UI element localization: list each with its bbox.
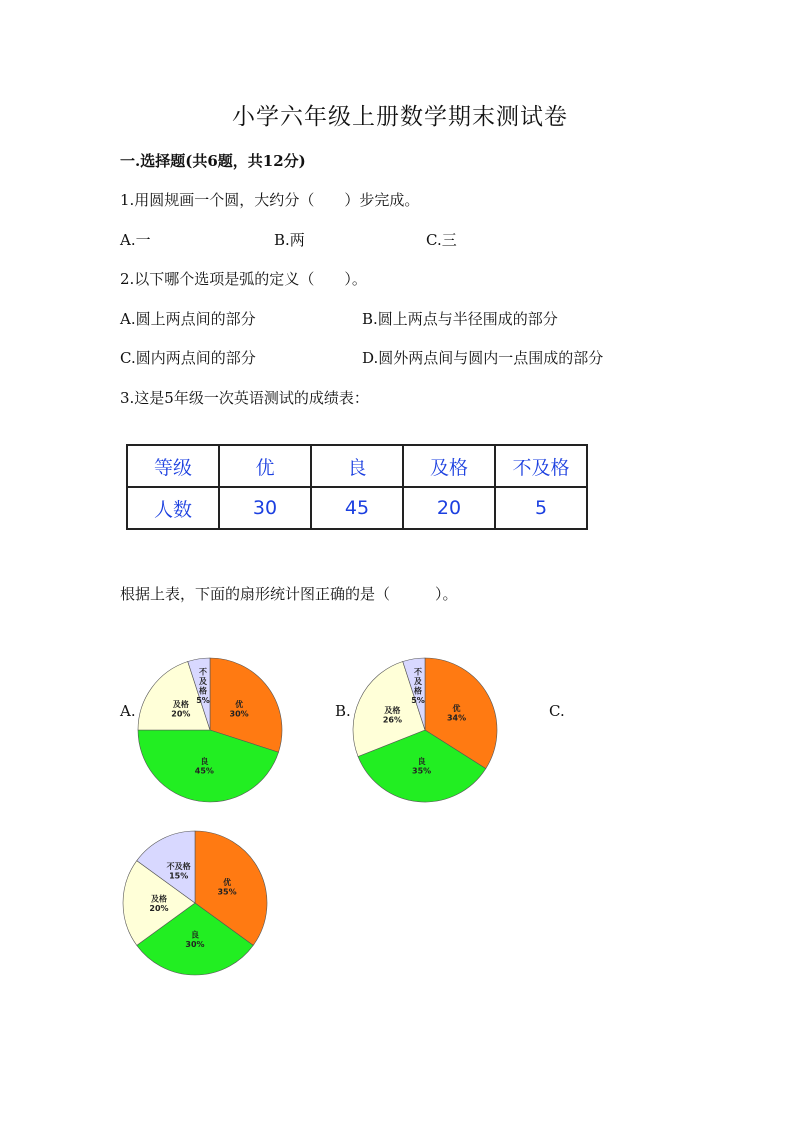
- table-cell: 人数: [127, 487, 219, 529]
- pie-label-good: 30%: [185, 939, 205, 949]
- table-cell: 30: [219, 487, 311, 529]
- table-cell: 等级: [127, 445, 219, 487]
- question-1-option-c: C.三: [426, 231, 457, 249]
- pie-label-fail: 15%: [169, 871, 189, 881]
- pie-label-fail: 格: [199, 686, 208, 696]
- table-cell: 20: [403, 487, 495, 529]
- pie-label-fail: 格: [414, 686, 423, 696]
- section-heading: 一.选择题(共6题，共12分): [120, 152, 306, 170]
- table-cell: 及格: [403, 445, 495, 487]
- pie-label-pass: 20%: [171, 709, 191, 719]
- question-2-option-d: D.圆外两点间与圆内一点围成的部分: [362, 349, 604, 367]
- option-c-label: C.: [549, 702, 565, 720]
- table-row: [127, 487, 587, 529]
- pie-label-fail: 5%: [196, 696, 210, 706]
- table-cell: 优: [219, 445, 311, 487]
- question-1-stem: 1.用圆规画一个圆，大约分（ ）步完成。: [120, 191, 420, 209]
- question-3-stem: 3.这是5年级一次英语测试的成绩表：: [120, 389, 369, 407]
- table-cell: 45: [311, 487, 403, 529]
- pie-chart-a: [135, 655, 285, 805]
- pie-label-pass: 及格: [172, 700, 189, 710]
- pie-label-pass: 及格: [384, 705, 401, 715]
- pie-label-fail: 及: [199, 677, 208, 687]
- pie-chart-b: [350, 655, 500, 805]
- pie-label-excellent: 优: [223, 877, 232, 887]
- question-1-option-a: A.一: [120, 231, 151, 249]
- pie-label-excellent: 34%: [446, 713, 467, 723]
- grades-table: [126, 444, 588, 530]
- pie-label-pass: 26%: [382, 715, 403, 725]
- pie-label-good: 良: [191, 930, 199, 940]
- pie-label-good: 35%: [412, 766, 432, 776]
- pie-label-excellent: 优: [235, 700, 244, 710]
- pie-label-excellent: 30%: [229, 709, 249, 719]
- pie-label-fail: 5%: [411, 696, 425, 706]
- pie-label-fail: 不及格: [166, 862, 191, 872]
- pie-label-fail: 不: [414, 667, 423, 677]
- pie-chart-c: [120, 828, 270, 978]
- pie-label-good: 良: [417, 757, 426, 767]
- question-3-prompt: 根据上表，下面的扇形统计图正确的是（ ）。: [120, 585, 458, 603]
- table-cell: 不及格: [495, 445, 587, 487]
- pie-label-excellent: 35%: [217, 887, 237, 897]
- pie-label-pass: 及格: [151, 894, 167, 904]
- question-2-option-c: C.圆内两点间的部分: [120, 349, 256, 367]
- pie-label-good: 良: [200, 756, 209, 766]
- question-2-stem: 2.以下哪个选项是弧的定义（ ）。: [120, 270, 367, 288]
- table-row: [127, 445, 587, 487]
- table-cell: 5: [495, 487, 587, 529]
- option-b-label: B.: [335, 702, 351, 720]
- pie-label-fail: 不: [199, 667, 208, 677]
- pie-label-good: 45%: [194, 766, 214, 776]
- page-title: 小学六年级上册数学期末测试卷: [232, 104, 568, 130]
- question-2-option-b: B.圆上两点与半径围成的部分: [362, 310, 558, 328]
- pie-label-pass: 20%: [149, 903, 169, 913]
- table-cell: 良: [311, 445, 403, 487]
- question-2-option-a: A.圆上两点间的部分: [120, 310, 256, 328]
- pie-label-excellent: 优: [452, 703, 461, 713]
- option-a-label: A.: [120, 702, 136, 720]
- pie-label-fail: 及: [414, 677, 423, 687]
- question-1-option-b: B.两: [274, 231, 305, 249]
